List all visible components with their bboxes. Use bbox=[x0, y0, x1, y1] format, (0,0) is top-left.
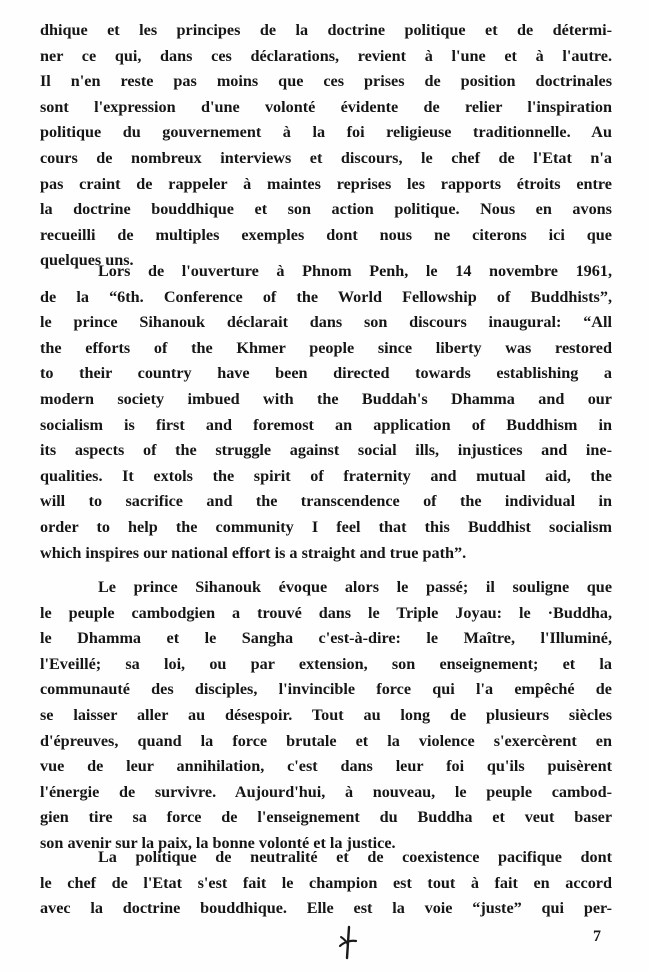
text-line: quelques uns. bbox=[40, 251, 134, 270]
text-line: Le prince Sihanouk évoque alors le passé; il souligne que bbox=[98, 578, 612, 596]
paragraph-2 bbox=[40, 259, 612, 566]
text-line: se laisser aller au désespoir. Tout au long de plusieurs siècles bbox=[40, 705, 612, 724]
text-line: socialism is first and foremost an application of Buddhism in bbox=[40, 415, 612, 434]
text-line: communauté des disciples, l'invincible force qui l'a empêché de bbox=[40, 680, 612, 699]
text-line: le prince Sihanouk déclarait dans son discours inaugural: “All bbox=[40, 313, 612, 332]
paragraph-1 bbox=[40, 18, 612, 274]
handwritten-mark-icon bbox=[335, 924, 359, 960]
text-line: its aspects of the struggle against social ills, injustices and ine- bbox=[40, 441, 612, 460]
text-line: le Dhamma et le Sangha c'est-à-dire: le Maître, l'Illuminé, bbox=[40, 629, 612, 648]
page-number: 7 bbox=[593, 928, 601, 945]
text-line: politique du gouvernement à la foi religieuse traditionnelle. Au bbox=[40, 123, 612, 142]
text-line: l'Eveillé; sa loi, ou par extension, son enseignement; et la bbox=[40, 654, 612, 673]
text-line: recueilli de multiples exemples dont nous ne citerons ici que bbox=[40, 225, 612, 244]
text-line: d'épreuves, quand la force brutale et la violence s'exercèrent en bbox=[40, 731, 612, 750]
text-line: Lors de l'ouverture à Phnom Penh, le 14 novembre 1961, bbox=[98, 262, 612, 280]
text-line: pas craint de rappeler à maintes reprises les rapports étroits entre bbox=[40, 174, 612, 193]
paragraph-4 bbox=[40, 845, 612, 922]
text-line: Il n'en reste pas moins que ces prises de position doctrinales bbox=[40, 72, 612, 91]
text-line: gien tire sa force de l'enseignement du Buddha et veut baser bbox=[40, 808, 612, 827]
text-line: modern society imbued with the Buddah's Dhamma and our bbox=[40, 389, 612, 408]
text-line: vue de leur annihilation, c'est dans leur foi qu'ils puisèrent bbox=[40, 757, 612, 776]
text-line: l'énergie de survivre. Aujourd'hui, à nouveau, le peuple cambod- bbox=[40, 782, 612, 801]
text-line: cours de nombreux interviews et discours, le chef de l'Etat n'a bbox=[40, 148, 612, 167]
text-line: the efforts of the Khmer people since liberty was restored bbox=[40, 338, 612, 357]
text-line: de la “6th. Conference of the World Fellowship of Buddhists”, bbox=[40, 287, 612, 306]
text-line: La politique de neutralité et de coexistence pacifique dont bbox=[98, 848, 612, 866]
text-line: will to sacrifice and the transcendence of the individual in bbox=[40, 492, 612, 511]
text-line: le peuple cambodgien a trouvé dans le Triple Joyau: le ·Buddha, bbox=[40, 603, 612, 622]
text-line: la doctrine bouddhique et son action politique. Nous en avons bbox=[40, 200, 612, 219]
text-line: order to help the community I feel that this Buddhist socialism bbox=[40, 517, 612, 536]
text-line: which inspires our national effort is a straight and true path”. bbox=[40, 543, 467, 562]
text-line: sont l'expression d'une volonté évidente de relier l'inspiration bbox=[40, 97, 612, 116]
text-line: to their country have been directed towards establishing a bbox=[40, 364, 612, 383]
text-line: avec la doctrine bouddhique. Elle est la voie “juste” qui per- bbox=[40, 899, 612, 918]
text-line: son avenir sur la paix, la bonne volonté et la justice. bbox=[40, 833, 396, 852]
text-line: le chef de l'Etat s'est fait le champion est tout à fait en accord bbox=[40, 873, 612, 892]
paragraph-3 bbox=[40, 575, 612, 857]
text-line: qualities. It extols the spirit of fraternity and mutual aid, the bbox=[40, 466, 612, 485]
text-line: dhique et les principes de la doctrine politique et de détermi- bbox=[40, 21, 612, 39]
text-line: ner ce qui, dans ces déclarations, revient à l'une et à l'autre. bbox=[40, 46, 612, 65]
